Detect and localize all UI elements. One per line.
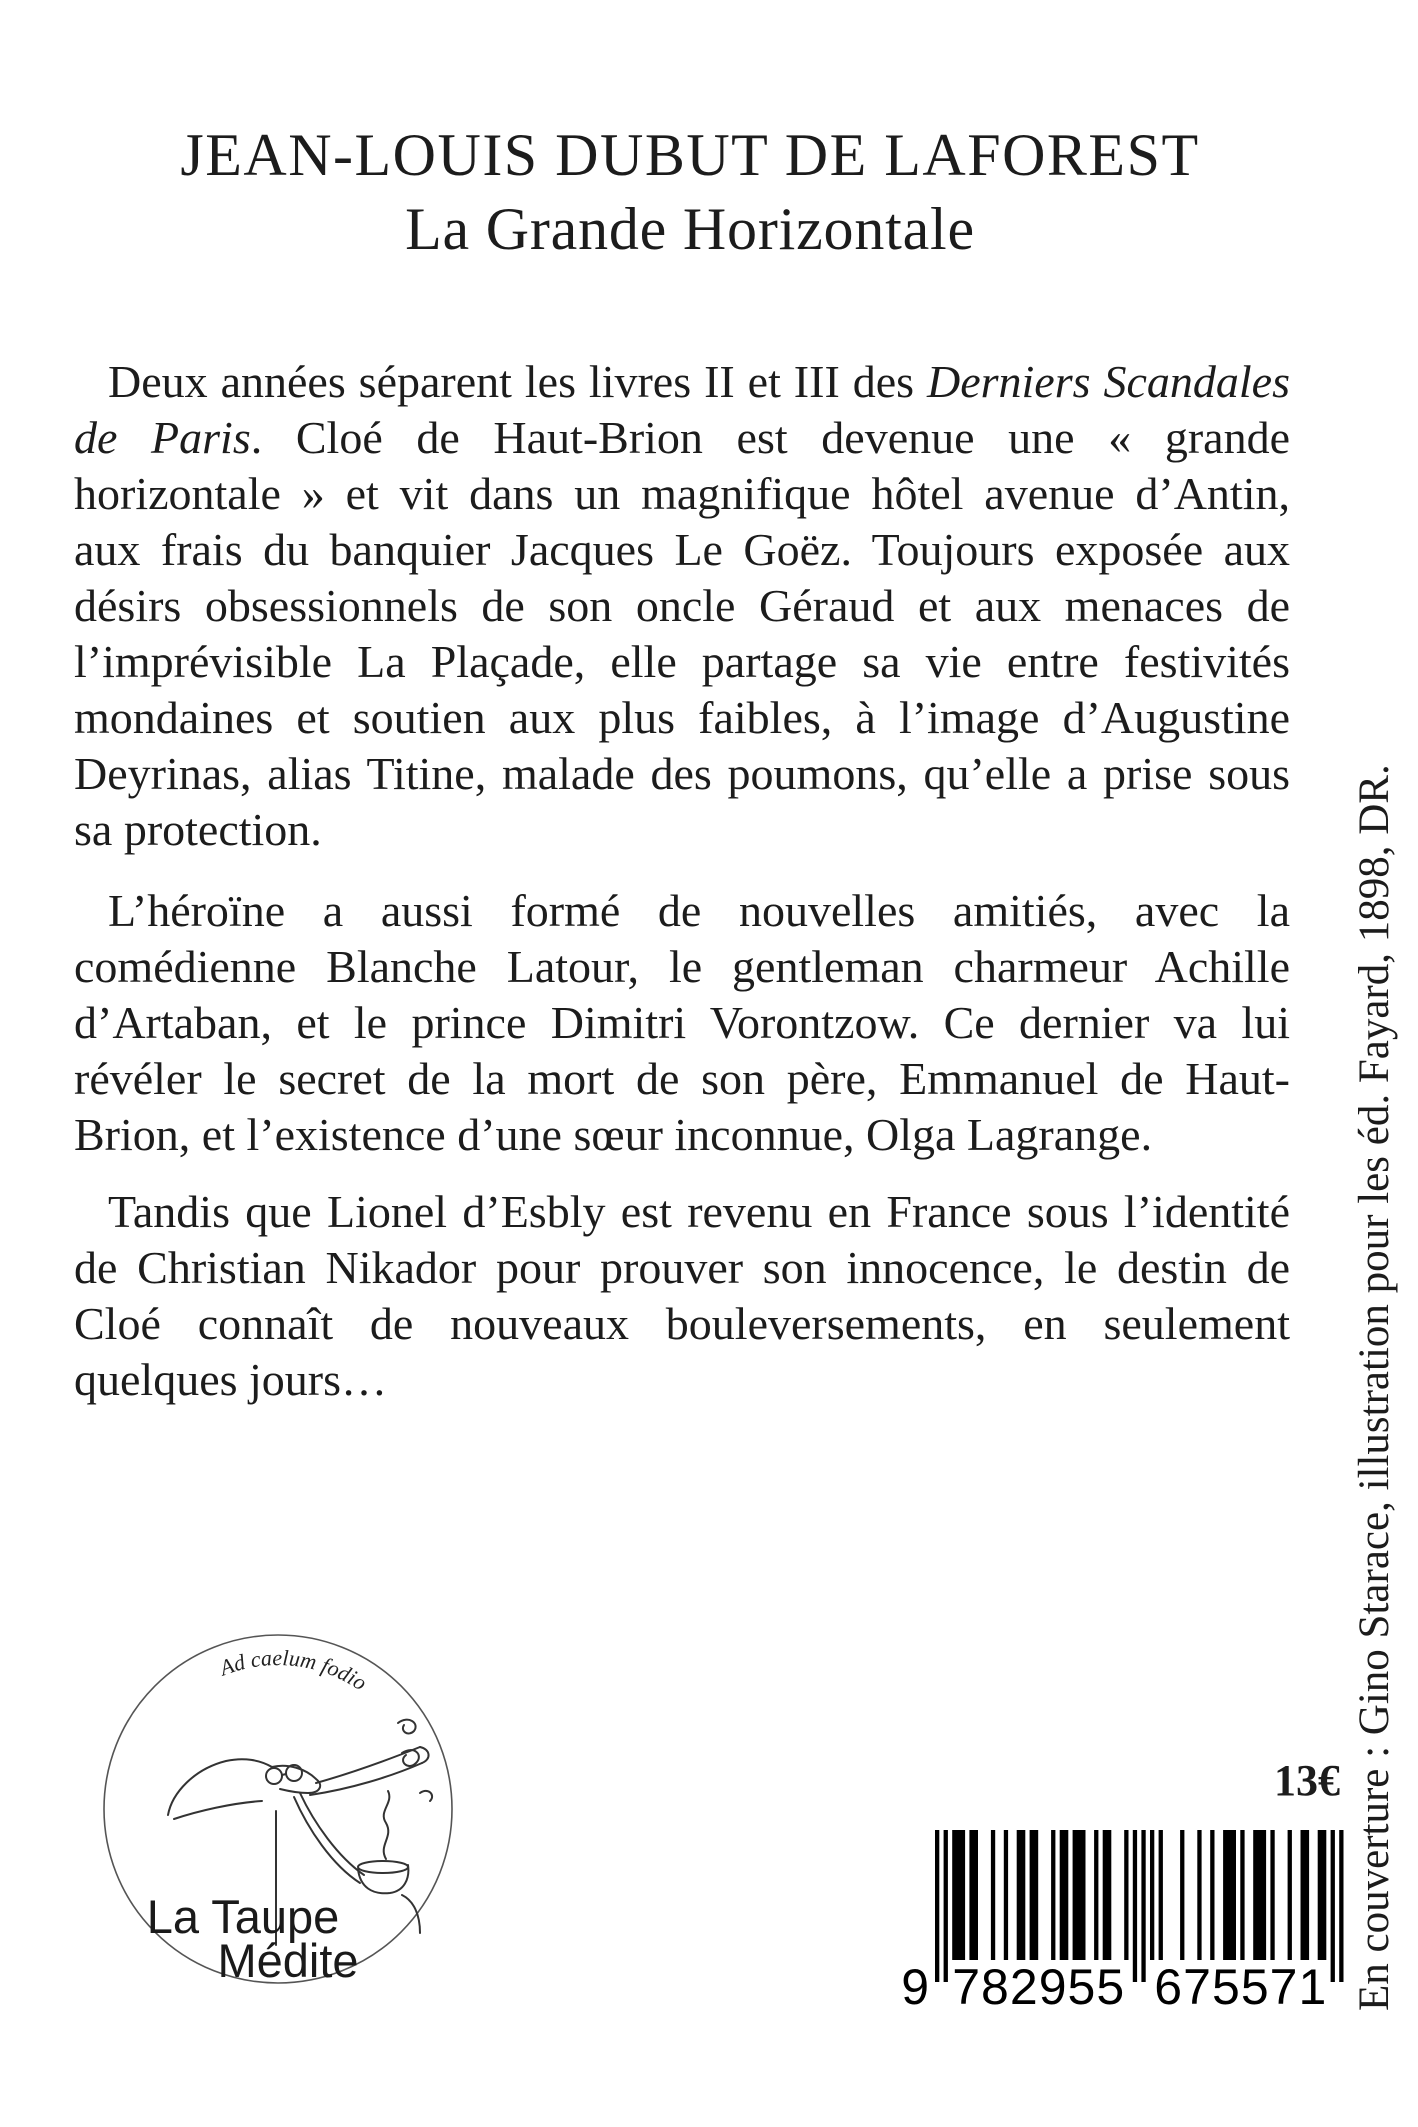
barcode-lead-digit: 9 <box>901 1959 929 2015</box>
blurb-line-text: Deux années séparent les livres II et III des <box>108 356 927 407</box>
barcode-guard-bar <box>944 1830 948 1982</box>
barcode-bar <box>1060 1830 1069 1960</box>
blurb-line: sa protection. <box>74 804 322 855</box>
barcode-bar <box>1124 1830 1128 1960</box>
logo-name-line-2: Médite <box>217 1934 359 1985</box>
series-title-text: de Paris <box>74 412 251 463</box>
barcode-bar <box>969 1830 978 1960</box>
barcode-bar <box>1301 1830 1310 1960</box>
barcode-bar <box>1197 1830 1201 1960</box>
barcode-bar <box>952 1830 965 1960</box>
barcode-guard-bar <box>935 1830 939 1982</box>
barcode-bar <box>1051 1830 1055 1960</box>
blurb-line: Brion, et l’existence d’une sœur inconnue, Olga Lagrange. <box>74 1109 1153 1160</box>
blurb-line: quelques jours… <box>74 1354 388 1405</box>
barcode-bar <box>1240 1830 1244 1960</box>
blurb-paragraph-3 <box>74 1184 1290 1408</box>
blurb-line: aux frais du banquier Jacques Le Goëz. Toujours exposée aux <box>74 524 1290 575</box>
price-label: 13€ <box>1274 1756 1340 1805</box>
logo-motto: Ad caelum fodio <box>216 1645 372 1696</box>
blurb-line: L’héroïne a aussi formé de nouvelles amitiés, avec la <box>108 885 1290 936</box>
barcode-guard-bar <box>1339 1830 1343 1982</box>
blurb-line: Deyrinas, alias Titine, malade des poumons, qu’elle a prise sous <box>74 748 1290 799</box>
publisher-logo <box>102 1633 454 1985</box>
barcode-bar <box>1270 1830 1274 1960</box>
barcode-bar <box>1150 1830 1154 1960</box>
barcode-left-digits: 782955 <box>952 1959 1125 2015</box>
blurb-line <box>74 410 1290 466</box>
blurb-paragraph-2 <box>74 883 1290 1163</box>
barcode-bar <box>1253 1830 1266 1960</box>
barcode-guard-bar <box>1133 1830 1137 1982</box>
blurb-paragraph-1 <box>74 354 1290 858</box>
barcode-bar <box>1318 1830 1327 1960</box>
barcode-guard-bar <box>1141 1830 1145 1982</box>
blurb-line: l’imprévisible La Plaçade, elle partage sa vie entre festivités <box>74 636 1290 687</box>
isbn-barcode <box>895 1826 1350 2018</box>
blurb-line: comédienne Blanche Latour, le gentleman charmeur Achille <box>74 941 1290 992</box>
blurb-line: Tandis que Lionel d’Esbly est revenu en France sous l’identité <box>108 1186 1290 1237</box>
cover-illustration-credit: En couverture : Gino Starace, illustration pour les éd. Fayard, 1898, DR. <box>1351 764 1398 2012</box>
barcode-guard-bar <box>1331 1830 1335 1982</box>
barcode-bar <box>1073 1830 1086 1960</box>
barcode-bar <box>1180 1830 1184 1960</box>
blurb-line <box>74 354 1290 410</box>
book-title: La Grande Horizontale <box>405 196 975 262</box>
blurb-line: horizontale » et vit dans un magnifique hôtel avenue d’Antin, <box>74 468 1290 519</box>
blurb-line: désirs obsessionnels de son oncle Géraud et aux menaces de <box>74 580 1290 631</box>
logo-motto-arc <box>214 1645 371 1695</box>
blurb-line: mondaines et soutien aux plus faibles, à l’image d’Augustine <box>74 692 1290 743</box>
author-name: JEAN-LOUIS DUBUT DE LAFOREST <box>180 122 1200 188</box>
barcode-bar <box>1103 1830 1112 1960</box>
blurb-line-text: . Cloé de Haut-Brion est devenue une « grande <box>250 412 1290 463</box>
series-title-text: Derniers Scandales <box>926 356 1290 407</box>
barcode-bar <box>1210 1830 1214 1960</box>
barcode-bar <box>1094 1830 1098 1960</box>
blurb-line: de Christian Nikador pour prouver son innocence, le destin de <box>74 1242 1290 1293</box>
blurb-line: Cloé connaît de nouveaux bouleversements, en seulement <box>74 1298 1290 1349</box>
barcode-bar <box>991 1830 995 1960</box>
blurb-line: révéler le secret de la mort de son père, Emmanuel de Haut- <box>74 1053 1290 1104</box>
barcode-bar <box>1159 1830 1163 1960</box>
blurb-line: d’Artaban, et le prince Dimitri Vorontzow. Ce dernier va lui <box>74 997 1290 1048</box>
barcode-bar <box>1288 1830 1292 1960</box>
barcode-right-digits: 675571 <box>1154 1959 1327 2015</box>
logo-name-line-1: La Taupe <box>146 1890 340 1943</box>
barcode-bar <box>1017 1830 1026 1960</box>
barcode-bar <box>1223 1830 1236 1960</box>
barcode-bar <box>1030 1830 1039 1960</box>
barcode-bar <box>1004 1830 1008 1960</box>
